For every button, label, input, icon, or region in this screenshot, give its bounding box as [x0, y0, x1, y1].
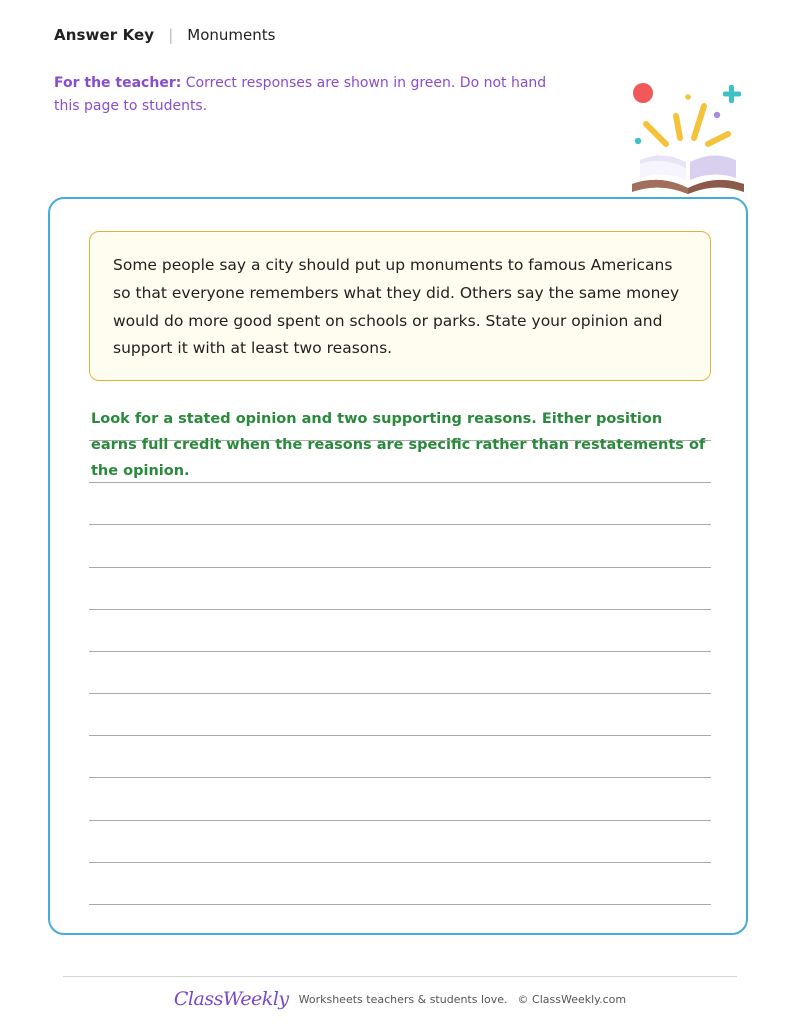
prompt-box — [89, 231, 711, 381]
open-book-sparkle-icon — [628, 80, 748, 196]
brand-logo: ClassWeekly — [173, 988, 289, 1010]
answer-key-text: Look for a stated opinion and two supporting reasons. Either position earns full credit when the reasons are specific rather than restatements of the opinion. — [91, 411, 706, 479]
teacher-note-text: Correct responses are shown in green. Do not hand this page to students. — [54, 75, 547, 114]
header-separator: | — [168, 26, 174, 44]
teacher-note-label: For the teacher: — [54, 75, 182, 91]
doc-type-label: Answer Key — [54, 26, 155, 44]
page-footer — [0, 988, 800, 1010]
prompt-text: Some people say a city should put up monuments to famous Americans so that everyone remembers what they did. Others say the same money would do more good spent on schools or parks. State your opinion and support it with at least two reasons. — [113, 256, 680, 358]
footer-tagline: Worksheets teachers & students love. — [298, 992, 508, 1006]
footer-copyright: © ClassWeekly.com — [517, 992, 627, 1006]
topic-title: Monuments — [187, 26, 276, 44]
page-header — [54, 26, 275, 44]
footer-divider — [63, 976, 737, 977]
teacher-note — [54, 72, 564, 117]
